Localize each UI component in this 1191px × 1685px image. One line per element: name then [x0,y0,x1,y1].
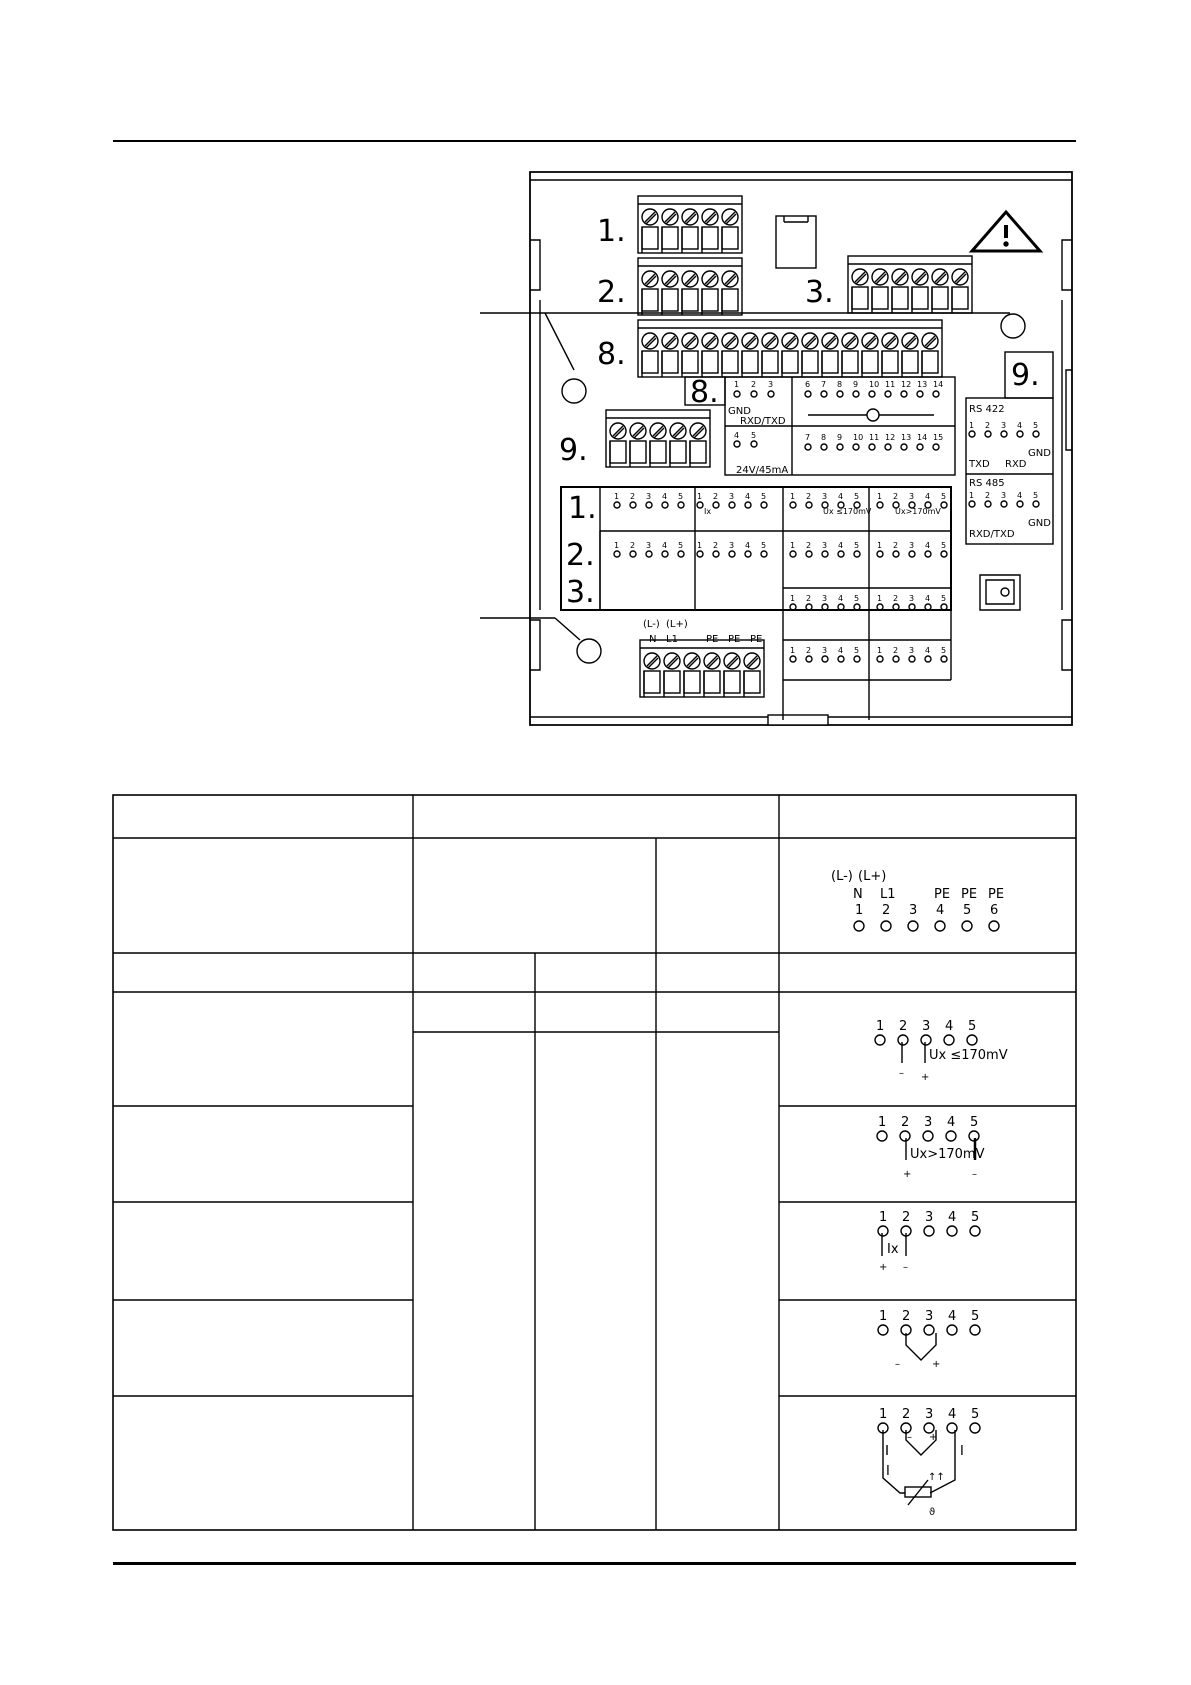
svg-text:Ux>170mV: Ux>170mV [895,507,941,516]
svg-text:Ux ≤170mV: Ux ≤170mV [929,1048,1008,1063]
pin-number: 4 [1017,491,1023,500]
pin-number: 9 [837,433,843,442]
pin-number: 4 [745,541,751,550]
pin-number: 3 [646,492,652,501]
pin-number: 4 [662,541,668,550]
pin-number: 10 [869,380,880,389]
pin-number: 6 [805,380,811,389]
pin-number: 2 [713,492,719,501]
svg-text:RXD/TXD: RXD/TXD [969,529,1015,540]
pin-number: 4 [925,646,931,655]
pin-number: 1 [790,492,796,501]
pin-number: 9 [853,380,859,389]
svg-text:2.: 2. [566,538,595,573]
terminal-name: PE [961,887,978,902]
connector-label-3: 3. [805,275,834,310]
pin-number: 4 [947,1115,956,1130]
pin-number: 4 [838,594,844,603]
svg-text:I: I [960,1444,964,1459]
svg-text:TXD: TXD [969,459,990,470]
pin-number: 4 [948,1407,957,1422]
pin-number: 3 [729,541,735,550]
connector-1-block [638,196,742,253]
pin-number: 5 [678,541,684,550]
pin-number: 13 [917,380,928,389]
pin-number: 3 [909,541,915,550]
pin-number: 15 [933,433,944,442]
svg-text:+: + [879,1262,888,1273]
pin-number: 5 [968,1019,977,1034]
housing-outline [530,172,1072,725]
connector-3-block [848,256,972,313]
pin-number: 1 [969,421,975,430]
pin-number: 4 [945,1019,954,1034]
svg-text:↑↑: ↑↑ [928,1472,945,1483]
pin-number: 1 [790,594,796,603]
pin-number: 3 [924,1115,933,1130]
pin-number: 2 [751,380,757,389]
pin-number: 14 [917,433,928,442]
pin-number: 13 [901,433,912,442]
pin-number: 3 [646,541,652,550]
pin-number: 14 [933,380,944,389]
pin-number: 5 [971,1407,980,1422]
mounting-clip [980,575,1020,610]
pin-number: 2 [806,541,812,550]
pin-number: 4 [948,1309,957,1324]
pin-number: 1 [790,646,796,655]
pin-number: 8 [837,380,843,389]
pin-number: 1 [877,492,883,501]
ix-diagram [879,1233,908,1273]
connector-9-label-panel [966,352,1053,544]
pin-number: 5 [761,492,767,501]
svg-text:Ix: Ix [887,1242,899,1257]
connector-9-block [606,410,710,467]
pin-number: 3 [909,594,915,603]
pin-number: 4 [838,646,844,655]
ux-low-diagram [899,1042,1008,1083]
pin-number: 5 [761,541,767,550]
ux-high-diagram [903,1138,985,1180]
svg-text:PE: PE [728,634,741,645]
svg-text:1.: 1. [568,491,597,526]
pin-number: 3 [922,1019,931,1034]
pin-number: 1 [878,1115,887,1130]
pin-number: 3 [822,541,828,550]
pin-number: 3 [822,646,828,655]
pin-number: 2 [893,594,899,603]
pin-number: 5 [1033,491,1039,500]
wiring-table [0,790,1191,1590]
svg-text:3.: 3. [566,575,595,610]
pin-number: 12 [901,380,912,389]
pin-number: 2 [882,903,891,918]
pin-number: 1 [879,1309,888,1324]
svg-text:+: + [921,1072,930,1083]
pin-number: 2 [630,541,636,550]
connector-2-block [638,258,742,315]
pin-number: 2 [985,421,991,430]
svg-text:Ux ≤170mV: Ux ≤170mV [823,507,872,516]
svg-text:8.: 8. [690,375,719,410]
svg-text:(L+): (L+) [858,869,887,884]
svg-text:–: – [903,1262,908,1273]
pin-number: 5 [854,594,860,603]
pin-number: 8 [821,433,827,442]
pin-number: 2 [806,594,812,603]
pin-number: 6 [990,903,999,918]
svg-text:GND: GND [728,406,751,417]
pin-number: 2 [713,541,719,550]
pin-number: 2 [630,492,636,501]
pin-number: 1 [790,541,796,550]
input-wiring-chart [561,487,951,720]
pin-number: 10 [853,433,864,442]
pin-number: 3 [925,1407,934,1422]
pin-number: 4 [948,1210,957,1225]
svg-text:+: + [903,1169,912,1180]
pin-number: 1 [879,1407,888,1422]
warning-triangle-icon [972,212,1040,251]
pin-number: 4 [745,492,751,501]
svg-text:GND: GND [1028,448,1051,459]
pin-number: 2 [901,1115,910,1130]
pin-number: 1 [614,541,620,550]
pin-number: 3 [925,1210,934,1225]
pin-number: 2 [902,1407,911,1422]
svg-text:N: N [649,634,657,645]
pin-number: 1 [697,492,703,501]
pin-number: 3 [909,903,918,918]
pin-number: 4 [925,492,931,501]
svg-text:+: + [929,1432,938,1443]
pin-number: 2 [806,646,812,655]
pin-number: 5 [854,541,860,550]
pin-number: 4 [734,431,740,440]
svg-text:GND: GND [1028,518,1051,529]
pin-number: 2 [893,541,899,550]
svg-text:RXD/TXD: RXD/TXD [740,416,786,427]
pin-number: 1 [877,646,883,655]
connector-label-8: 8. [597,337,626,372]
rtd-3wire-diagram [883,1430,964,1518]
pin-number: 5 [970,1115,979,1130]
pin-number: 7 [821,380,827,389]
pin-number: 1 [969,491,975,500]
connector-label-1: 1. [597,214,626,249]
svg-text:RS 422: RS 422 [969,404,1005,415]
pin-number: 3 [1001,421,1007,430]
pin-number: 3 [909,646,915,655]
svg-text:9.: 9. [1011,358,1040,393]
pin-number: 4 [838,492,844,501]
pin-number: 4 [936,903,945,918]
svg-text:(L-): (L-) [643,619,660,630]
pin-number: 5 [941,594,947,603]
pin-number: 5 [941,646,947,655]
pin-number: 3 [925,1309,934,1324]
pin-number: 1 [877,541,883,550]
pin-number: 11 [869,433,880,442]
terminal-name: N [853,887,863,902]
thermocouple-diagram [895,1333,940,1370]
svg-text:RXD: RXD [1005,459,1027,470]
pin-number: 5 [941,541,947,550]
pin-number: 7 [805,433,811,442]
power-terminal-block [640,640,764,697]
svg-text:PE: PE [706,634,719,645]
pin-number: 5 [854,492,860,501]
connector-label-9: 9. [559,433,588,468]
terminal-name: PE [988,887,1005,902]
connector-label-2: 2. [597,275,626,310]
pin-number: 1 [614,492,620,501]
pin-number: 4 [662,492,668,501]
pin-number: 1 [855,903,864,918]
pin-number: 5 [678,492,684,501]
pin-number: 2 [806,492,812,501]
pin-number: 5 [1033,421,1039,430]
pin-number: 4 [925,541,931,550]
power-terminal-cell [831,869,1004,931]
pin-number: 5 [971,1309,980,1324]
pin-number: 12 [885,433,896,442]
pin-number: 5 [971,1210,980,1225]
svg-text:Ix: Ix [704,507,712,516]
pin-number: 5 [941,492,947,501]
svg-text:(L-): (L-) [831,869,853,884]
pin-number: 3 [822,594,828,603]
pin-number: 2 [899,1019,908,1034]
svg-text:Ux>170mV: Ux>170mV [910,1147,985,1162]
pin-number: 3 [768,380,774,389]
pin-number: 4 [838,541,844,550]
pin-number: 1 [734,380,740,389]
connector-8-label-panel [685,375,955,476]
pin-number: 1 [879,1210,888,1225]
pin-number: 3 [729,492,735,501]
pin-number: 5 [963,903,972,918]
pin-number: 2 [902,1210,911,1225]
svg-text:ϑ: ϑ [929,1507,936,1518]
svg-text:24V/45mA: 24V/45mA [736,465,789,476]
pin-number: 5 [751,431,757,440]
pin-number: 3 [1001,491,1007,500]
svg-text:–: – [972,1169,977,1180]
svg-text:I: I [886,1464,890,1479]
svg-text:L1: L1 [666,634,678,645]
svg-text:RS 485: RS 485 [969,478,1005,489]
pin-number: 5 [854,646,860,655]
pin-number: 2 [893,492,899,501]
pin-number: 4 [925,594,931,603]
svg-text:PE: PE [750,634,763,645]
svg-text:–: – [899,1068,904,1079]
terminal-name: L1 [880,887,896,902]
pin-number: 2 [902,1309,911,1324]
svg-text:+: + [932,1359,941,1370]
pin-number: 11 [885,380,896,389]
pin-number: 2 [985,491,991,500]
svg-text:–: – [895,1359,900,1370]
terminal-name: PE [934,887,951,902]
connector-8-block [638,320,942,377]
pin-number: 1 [877,594,883,603]
pin-number: 1 [697,541,703,550]
pin-number: 1 [876,1019,885,1034]
pin-number: 3 [909,492,915,501]
pin-number: 2 [893,646,899,655]
svg-text:–: – [907,1432,912,1443]
pin-number: 3 [822,492,828,501]
pin-number: 4 [1017,421,1023,430]
svg-text:(L+): (L+) [666,619,688,630]
terminal-panel-diagram [0,0,1191,760]
